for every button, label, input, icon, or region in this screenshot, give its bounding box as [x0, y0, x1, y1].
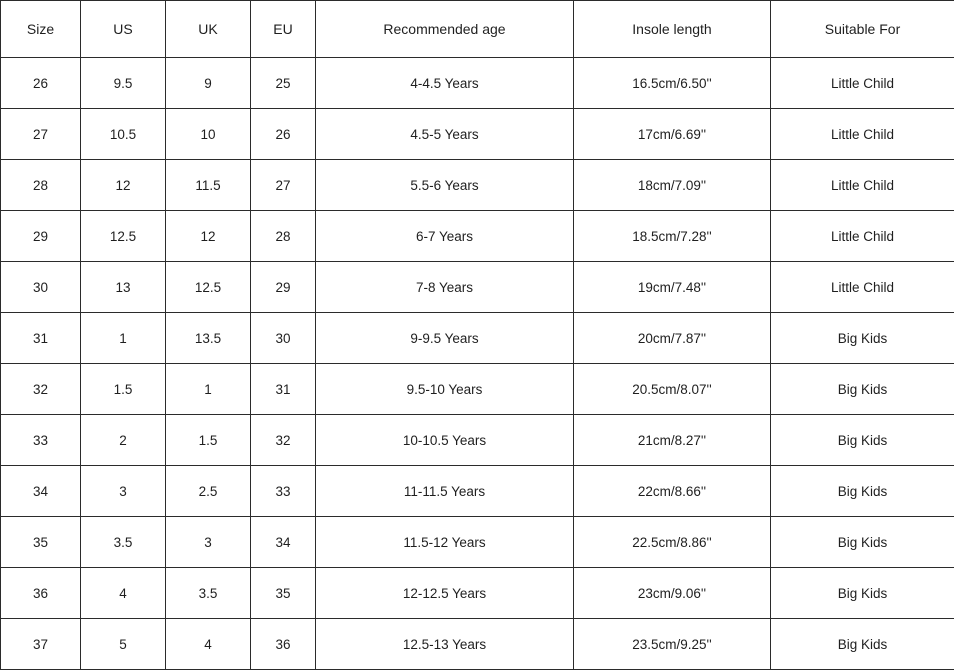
- cell-eu: 27: [251, 160, 316, 211]
- cell-us: 13: [81, 262, 166, 313]
- cell-uk: 12.5: [166, 262, 251, 313]
- cell-suitable-for: Little Child: [771, 109, 954, 160]
- cell-suitable-for: Big Kids: [771, 313, 954, 364]
- column-header-size: Size: [1, 1, 81, 58]
- cell-eu: 34: [251, 517, 316, 568]
- cell-us: 1: [81, 313, 166, 364]
- cell-insole-length: 23.5cm/9.25'': [574, 619, 771, 670]
- cell-uk: 4: [166, 619, 251, 670]
- cell-us: 9.5: [81, 58, 166, 109]
- table-header-row: [1, 1, 954, 58]
- table-row: [1, 160, 954, 211]
- table-header: [1, 1, 954, 58]
- cell-suitable-for: Little Child: [771, 160, 954, 211]
- cell-uk: 11.5: [166, 160, 251, 211]
- cell-size: 35: [1, 517, 81, 568]
- cell-insole-length: 23cm/9.06'': [574, 568, 771, 619]
- table-row: [1, 364, 954, 415]
- table-row: [1, 58, 954, 109]
- cell-recommended-age: 11-11.5 Years: [316, 466, 574, 517]
- cell-us: 2: [81, 415, 166, 466]
- cell-insole-length: 20cm/7.87'': [574, 313, 771, 364]
- cell-size: 29: [1, 211, 81, 262]
- cell-insole-length: 17cm/6.69'': [574, 109, 771, 160]
- cell-uk: 1.5: [166, 415, 251, 466]
- cell-size: 34: [1, 466, 81, 517]
- cell-insole-length: 18.5cm/7.28'': [574, 211, 771, 262]
- cell-size: 31: [1, 313, 81, 364]
- cell-uk: 3.5: [166, 568, 251, 619]
- cell-recommended-age: 9-9.5 Years: [316, 313, 574, 364]
- table-row: [1, 262, 954, 313]
- cell-eu: 28: [251, 211, 316, 262]
- cell-size: 37: [1, 619, 81, 670]
- cell-us: 12.5: [81, 211, 166, 262]
- cell-uk: 2.5: [166, 466, 251, 517]
- column-header-insole-length: Insole length: [574, 1, 771, 58]
- cell-eu: 36: [251, 619, 316, 670]
- cell-size: 26: [1, 58, 81, 109]
- cell-eu: 35: [251, 568, 316, 619]
- cell-recommended-age: 5.5-6 Years: [316, 160, 574, 211]
- cell-uk: 9: [166, 58, 251, 109]
- cell-suitable-for: Little Child: [771, 262, 954, 313]
- cell-size: 36: [1, 568, 81, 619]
- column-header-us: US: [81, 1, 166, 58]
- cell-recommended-age: 7-8 Years: [316, 262, 574, 313]
- cell-eu: 32: [251, 415, 316, 466]
- column-header-uk: UK: [166, 1, 251, 58]
- cell-suitable-for: Little Child: [771, 211, 954, 262]
- cell-insole-length: 19cm/7.48'': [574, 262, 771, 313]
- table-row: [1, 619, 954, 670]
- cell-us: 3: [81, 466, 166, 517]
- column-header-eu: EU: [251, 1, 316, 58]
- cell-suitable-for: Big Kids: [771, 466, 954, 517]
- cell-recommended-age: 12-12.5 Years: [316, 568, 574, 619]
- table-body: [1, 58, 954, 670]
- cell-suitable-for: Little Child: [771, 58, 954, 109]
- cell-size: 28: [1, 160, 81, 211]
- table-row: [1, 211, 954, 262]
- table-row: [1, 313, 954, 364]
- cell-us: 3.5: [81, 517, 166, 568]
- cell-us: 1.5: [81, 364, 166, 415]
- cell-size: 27: [1, 109, 81, 160]
- cell-uk: 3: [166, 517, 251, 568]
- cell-recommended-age: 4.5-5 Years: [316, 109, 574, 160]
- cell-suitable-for: Big Kids: [771, 568, 954, 619]
- cell-eu: 25: [251, 58, 316, 109]
- cell-suitable-for: Big Kids: [771, 415, 954, 466]
- cell-recommended-age: 12.5-13 Years: [316, 619, 574, 670]
- cell-recommended-age: 6-7 Years: [316, 211, 574, 262]
- cell-uk: 13.5: [166, 313, 251, 364]
- cell-suitable-for: Big Kids: [771, 517, 954, 568]
- cell-eu: 31: [251, 364, 316, 415]
- cell-us: 5: [81, 619, 166, 670]
- cell-insole-length: 16.5cm/6.50'': [574, 58, 771, 109]
- cell-recommended-age: 10-10.5 Years: [316, 415, 574, 466]
- cell-eu: 29: [251, 262, 316, 313]
- cell-us: 10.5: [81, 109, 166, 160]
- cell-insole-length: 22cm/8.66'': [574, 466, 771, 517]
- column-header-recommended-age: Recommended age: [316, 1, 574, 58]
- cell-uk: 10: [166, 109, 251, 160]
- cell-recommended-age: 9.5-10 Years: [316, 364, 574, 415]
- cell-eu: 33: [251, 466, 316, 517]
- table-row: [1, 517, 954, 568]
- cell-us: 12: [81, 160, 166, 211]
- cell-suitable-for: Big Kids: [771, 619, 954, 670]
- cell-eu: 30: [251, 313, 316, 364]
- cell-uk: 12: [166, 211, 251, 262]
- cell-uk: 1: [166, 364, 251, 415]
- cell-size: 30: [1, 262, 81, 313]
- cell-insole-length: 22.5cm/8.86'': [574, 517, 771, 568]
- table-row: [1, 415, 954, 466]
- column-header-suitable-for: Suitable For: [771, 1, 954, 58]
- cell-recommended-age: 11.5-12 Years: [316, 517, 574, 568]
- cell-insole-length: 18cm/7.09'': [574, 160, 771, 211]
- table-row: [1, 466, 954, 517]
- table-row: [1, 568, 954, 619]
- cell-suitable-for: Big Kids: [771, 364, 954, 415]
- cell-size: 32: [1, 364, 81, 415]
- cell-recommended-age: 4-4.5 Years: [316, 58, 574, 109]
- cell-insole-length: 21cm/8.27'': [574, 415, 771, 466]
- table-row: [1, 109, 954, 160]
- cell-eu: 26: [251, 109, 316, 160]
- cell-insole-length: 20.5cm/8.07'': [574, 364, 771, 415]
- cell-size: 33: [1, 415, 81, 466]
- cell-us: 4: [81, 568, 166, 619]
